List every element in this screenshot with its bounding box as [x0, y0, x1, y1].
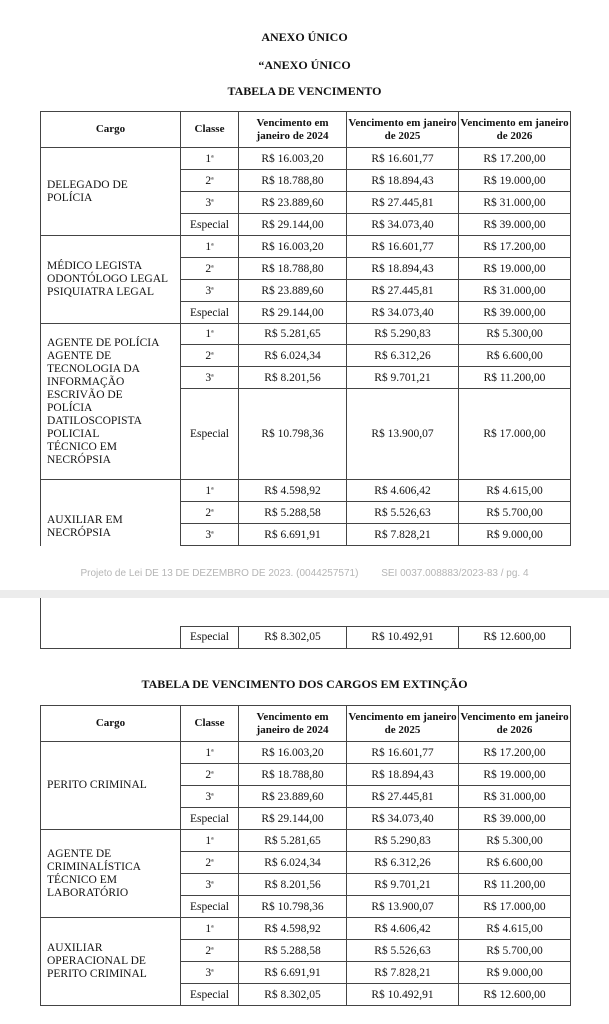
salary-v2025: R$ 16.601,77 — [347, 148, 459, 170]
table-row — [41, 236, 571, 258]
salary-v2024: R$ 29.144,00 — [239, 808, 347, 830]
ordinal-mark: ª — [211, 328, 214, 338]
salary-v2024: R$ 8.302,05 — [239, 626, 347, 648]
ordinal-mark: ª — [211, 856, 214, 867]
salary-v2025: R$ 18.894,43 — [347, 764, 459, 786]
salary-v2025: R$ 13.900,07 — [347, 389, 459, 480]
salary-v2025: R$ 18.894,43 — [347, 170, 459, 192]
classe-cell — [181, 480, 239, 502]
salary-v2025: R$ 7.828,21 — [347, 524, 459, 546]
salary-v2025: R$ 27.445,81 — [347, 786, 459, 808]
salary-v2026: R$ 19.000,00 — [459, 764, 571, 786]
salary-v2025: R$ 4.606,42 — [347, 918, 459, 940]
classe-cell — [181, 524, 239, 546]
cargo-line: INFORMAÇÃO — [47, 375, 125, 388]
ordinal-mark: ª — [211, 371, 214, 382]
ordinal-mark: ª — [211, 746, 214, 757]
cargo-line: TÉCNICO EM — [47, 440, 117, 453]
salary-table — [40, 111, 571, 546]
salary-v2026: R$ 5.300,00 — [459, 324, 571, 345]
cargo-line: POLÍCIA — [47, 191, 93, 204]
annex-heading: ANEXO ÚNICO — [261, 30, 348, 44]
salary-v2024: R$ 16.003,20 — [239, 148, 347, 170]
salary-v2025: R$ 27.445,81 — [347, 192, 459, 214]
ordinal-mark: ª — [211, 240, 214, 251]
header-cargo: Cargo — [41, 112, 181, 148]
classe-cell: Especial — [181, 626, 239, 648]
classe-number: 3 — [205, 528, 212, 541]
salary-v2025: R$ 18.894,43 — [347, 258, 459, 280]
salary-v2026: R$ 17.000,00 — [459, 389, 571, 480]
cargo-line: DATILOSCOPISTA — [47, 414, 142, 427]
salary-v2025: R$ 10.492,91 — [347, 626, 459, 648]
salary-v2026: R$ 17.200,00 — [459, 236, 571, 258]
cargo-line: NECRÓPSIA — [47, 453, 111, 466]
salary-v2025: R$ 34.073,40 — [347, 302, 459, 324]
salary-v2026: R$ 19.000,00 — [459, 258, 571, 280]
salary-v2025: R$ 16.601,77 — [347, 236, 459, 258]
salary-v2025: R$ 6.312,26 — [347, 345, 459, 367]
salary-v2026: R$ 39.000,00 — [459, 214, 571, 236]
salary-v2025: R$ 16.601,77 — [347, 742, 459, 764]
table-row — [41, 742, 571, 764]
footer-sei-ref: SEI 0037.008883/2023-83 / pg. 4 — [381, 568, 529, 579]
salary-v2025: R$ 34.073,40 — [347, 808, 459, 830]
classe-number: 3 — [205, 284, 212, 297]
cargo-cell — [41, 918, 181, 1006]
salary-v2025: R$ 34.073,40 — [347, 214, 459, 236]
header-2025: Vencimento em janeiro de 2025 — [347, 706, 459, 742]
ordinal-mark: ª — [211, 790, 214, 801]
table-row — [41, 830, 571, 852]
cargo-cell — [41, 830, 181, 918]
salary-v2026: R$ 31.000,00 — [459, 280, 571, 302]
classe-number: 2 — [205, 262, 212, 275]
table-row — [41, 148, 571, 170]
table-row — [41, 324, 571, 345]
classe-cell: Especial — [181, 214, 239, 236]
classe-number: 1 — [205, 484, 212, 497]
header-2025: Vencimento em janeiro de 2025 — [347, 112, 459, 148]
salary-v2026: R$ 39.000,00 — [459, 302, 571, 324]
ordinal-mark: ª — [211, 284, 214, 295]
cargo-line: OPERACIONAL DE — [47, 955, 146, 967]
classe-cell: Especial — [181, 302, 239, 324]
salary-v2026: R$ 5.300,00 — [459, 830, 571, 852]
classe-number: 3 — [205, 790, 212, 803]
classe-number: 3 — [205, 371, 212, 384]
classe-number: 3 — [205, 196, 212, 209]
salary-v2024: R$ 6.024,34 — [239, 852, 347, 874]
classe-cell — [181, 962, 239, 984]
extinct-positions-table-title: TABELA DE VENCIMENTO DOS CARGOS EM EXTINÇÃO — [141, 677, 468, 691]
classe-cell — [181, 192, 239, 214]
classe-cell — [181, 148, 239, 170]
cargo-line: PERITO CRIMINAL — [47, 779, 147, 791]
classe-cell — [181, 830, 239, 852]
salary-v2025: R$ 4.606,42 — [347, 480, 459, 502]
salary-v2024: R$ 4.598,92 — [239, 918, 347, 940]
ordinal-mark: ª — [211, 506, 214, 517]
ordinal-mark: ª — [211, 174, 214, 185]
salary-v2024: R$ 18.788,80 — [239, 170, 347, 192]
cargo-line: PERITO CRIMINAL — [47, 968, 147, 980]
salary-v2024: R$ 8.201,56 — [239, 367, 347, 389]
salary-v2025: R$ 10.492,91 — [347, 984, 459, 1006]
classe-number: 3 — [205, 966, 212, 979]
classe-cell — [181, 258, 239, 280]
cargo-cell — [41, 148, 181, 236]
ordinal-mark: ª — [211, 152, 214, 163]
cargo-line: TECNOLOGIA DA — [47, 362, 140, 375]
salary-v2026: R$ 17.200,00 — [459, 742, 571, 764]
ordinal-mark: ª — [211, 922, 214, 933]
salary-table-title: TABELA DE VENCIMENTO — [227, 84, 382, 98]
salary-v2026: R$ 31.000,00 — [459, 786, 571, 808]
page-footer — [0, 568, 609, 579]
classe-cell — [181, 940, 239, 962]
salary-v2026: R$ 39.000,00 — [459, 808, 571, 830]
salary-v2024: R$ 10.798,36 — [239, 389, 347, 480]
salary-v2025: R$ 5.526,63 — [347, 940, 459, 962]
cargo-line: POLÍCIA — [47, 401, 93, 414]
classe-cell — [181, 874, 239, 896]
ordinal-mark: ª — [211, 944, 214, 955]
salary-v2024: R$ 6.024,34 — [239, 345, 347, 367]
salary-v2024: R$ 6.691,91 — [239, 524, 347, 546]
salary-v2025: R$ 13.900,07 — [347, 896, 459, 918]
classe-number: 2 — [205, 174, 212, 187]
salary-v2024: R$ 18.788,80 — [239, 258, 347, 280]
table-row — [41, 626, 571, 648]
cargo-line: AUXILIAR EM — [47, 513, 123, 526]
classe-cell: Especial — [181, 808, 239, 830]
header-2026: Vencimento em janeiro de 2026 — [459, 706, 571, 742]
salary-v2024: R$ 16.003,20 — [239, 236, 347, 258]
classe-cell — [181, 324, 239, 345]
cargo-line: ESCRIVÃO DE — [47, 388, 123, 401]
classe-number: 2 — [205, 349, 212, 362]
ordinal-mark: ª — [211, 484, 214, 495]
cargo-line: DELEGADO DE — [47, 178, 128, 191]
salary-v2024: R$ 5.288,58 — [239, 502, 347, 524]
salary-v2025: R$ 9.701,21 — [347, 367, 459, 389]
cargo-line: POLICIAL — [47, 427, 100, 440]
salary-v2024: R$ 8.201,56 — [239, 874, 347, 896]
classe-cell — [181, 345, 239, 367]
table-row — [41, 918, 571, 940]
ordinal-mark: ª — [211, 196, 214, 207]
classe-cell — [181, 852, 239, 874]
cargo-line: NECRÓPSIA — [47, 526, 111, 539]
ordinal-mark: ª — [211, 349, 214, 360]
cargo-line: MÉDICO LEGISTA — [47, 260, 143, 272]
header-classe: Classe — [181, 112, 239, 148]
cargo-cell-continued — [41, 626, 181, 648]
classe-cell — [181, 170, 239, 192]
salary-v2026: R$ 4.615,00 — [459, 918, 571, 940]
salary-v2024: R$ 4.598,92 — [239, 480, 347, 502]
ordinal-mark: ª — [211, 878, 214, 889]
cargo-cell — [41, 236, 181, 324]
classe-cell: Especial — [181, 984, 239, 1006]
cargo-line: PSIQUIATRA LEGAL — [47, 286, 155, 298]
ordinal-mark: ª — [211, 834, 214, 845]
salary-v2024: R$ 18.788,80 — [239, 764, 347, 786]
classe-cell — [181, 742, 239, 764]
salary-v2026: R$ 9.000,00 — [459, 524, 571, 546]
ordinal-mark: ª — [211, 768, 214, 779]
cargo-line: AGENTE DE — [47, 349, 112, 362]
cargo-line: TÉCNICO EM — [47, 873, 117, 886]
table-row — [41, 480, 571, 502]
salary-v2026: R$ 5.700,00 — [459, 940, 571, 962]
salary-v2024: R$ 23.889,60 — [239, 280, 347, 302]
classe-number: 1 — [205, 152, 212, 165]
ordinal-mark: ª — [211, 262, 214, 273]
classe-number: 1 — [205, 834, 212, 847]
salary-v2026: R$ 12.600,00 — [459, 984, 571, 1006]
salary-v2025: R$ 9.701,21 — [347, 874, 459, 896]
classe-number: 3 — [205, 878, 212, 891]
classe-number: 1 — [205, 240, 212, 253]
cargo-line: AUXILIAR — [47, 942, 103, 954]
salary-v2026: R$ 17.000,00 — [459, 896, 571, 918]
classe-cell — [181, 367, 239, 389]
classe-number: 2 — [205, 768, 212, 781]
salary-v2024: R$ 29.144,00 — [239, 302, 347, 324]
salary-v2026: R$ 6.600,00 — [459, 852, 571, 874]
salary-v2024: R$ 16.003,20 — [239, 742, 347, 764]
cargo-cell — [41, 324, 181, 480]
salary-v2026: R$ 17.200,00 — [459, 148, 571, 170]
header-2024: Vencimento em janeiro de 2024 — [239, 112, 347, 148]
header-2026: Vencimento em janeiro de 2026 — [459, 112, 571, 148]
header-classe: Classe — [181, 706, 239, 742]
salary-v2024: R$ 8.302,05 — [239, 984, 347, 1006]
salary-v2025: R$ 5.290,83 — [347, 324, 459, 345]
extinct-positions-salary-table — [40, 705, 571, 1006]
salary-v2024: R$ 6.691,91 — [239, 962, 347, 984]
salary-v2026: R$ 12.600,00 — [459, 626, 571, 648]
classe-number: 2 — [205, 506, 212, 519]
cargo-line: CRIMINALÍSTICA — [47, 860, 141, 873]
salary-v2025: R$ 7.828,21 — [347, 962, 459, 984]
cargo-line: LABORATÓRIO — [47, 886, 129, 899]
salary-v2025: R$ 27.445,81 — [347, 280, 459, 302]
classe-number: 1 — [205, 746, 212, 759]
salary-v2025: R$ 6.312,26 — [347, 852, 459, 874]
salary-v2026: R$ 6.600,00 — [459, 345, 571, 367]
salary-v2025: R$ 5.290,83 — [347, 830, 459, 852]
header-row — [41, 112, 571, 148]
header-cargo: Cargo — [41, 706, 181, 742]
cargo-cell — [41, 480, 181, 546]
salary-v2024: R$ 23.889,60 — [239, 786, 347, 808]
footer-document-ref: Projeto de Lei DE 13 DE DEZEMBRO DE 2023. (0044257571) — [80, 568, 359, 579]
classe-cell — [181, 786, 239, 808]
classe-cell — [181, 764, 239, 786]
salary-v2024: R$ 5.281,65 — [239, 830, 347, 852]
ordinal-mark: ª — [211, 528, 214, 539]
salary-v2024: R$ 5.281,65 — [239, 324, 347, 345]
salary-v2026: R$ 5.700,00 — [459, 502, 571, 524]
salary-v2026: R$ 11.200,00 — [459, 874, 571, 896]
annex-subheading: “ANEXO ÚNICO — [258, 58, 351, 72]
cargo-line: ODONTÓLOGO LEGAL — [47, 273, 169, 285]
cargo-line: AGENTE DE — [47, 847, 112, 860]
header-row — [41, 706, 571, 742]
salary-v2026: R$ 31.000,00 — [459, 192, 571, 214]
salary-v2024: R$ 10.798,36 — [239, 896, 347, 918]
cargo-cell — [41, 742, 181, 830]
header-2024: Vencimento em janeiro de 2024 — [239, 706, 347, 742]
classe-cell: Especial — [181, 389, 239, 480]
salary-v2026: R$ 19.000,00 — [459, 170, 571, 192]
classe-cell — [181, 236, 239, 258]
classe-cell — [181, 280, 239, 302]
classe-cell — [181, 918, 239, 940]
classe-number: 1 — [205, 922, 212, 935]
salary-table-continuation — [40, 598, 571, 649]
salary-v2024: R$ 5.288,58 — [239, 940, 347, 962]
ordinal-mark: ª — [211, 966, 214, 977]
classe-number: 2 — [205, 944, 212, 957]
cargo-line: AGENTE DE POLÍCIA — [47, 336, 160, 349]
classe-cell — [181, 502, 239, 524]
classe-cell: Especial — [181, 896, 239, 918]
classe-number: 1 — [205, 328, 212, 340]
classe-number: 2 — [205, 856, 212, 869]
salary-v2025: R$ 5.526,63 — [347, 502, 459, 524]
salary-v2026: R$ 11.200,00 — [459, 367, 571, 389]
salary-v2024: R$ 29.144,00 — [239, 214, 347, 236]
salary-v2024: R$ 23.889,60 — [239, 192, 347, 214]
salary-v2026: R$ 9.000,00 — [459, 962, 571, 984]
salary-v2026: R$ 4.615,00 — [459, 480, 571, 502]
